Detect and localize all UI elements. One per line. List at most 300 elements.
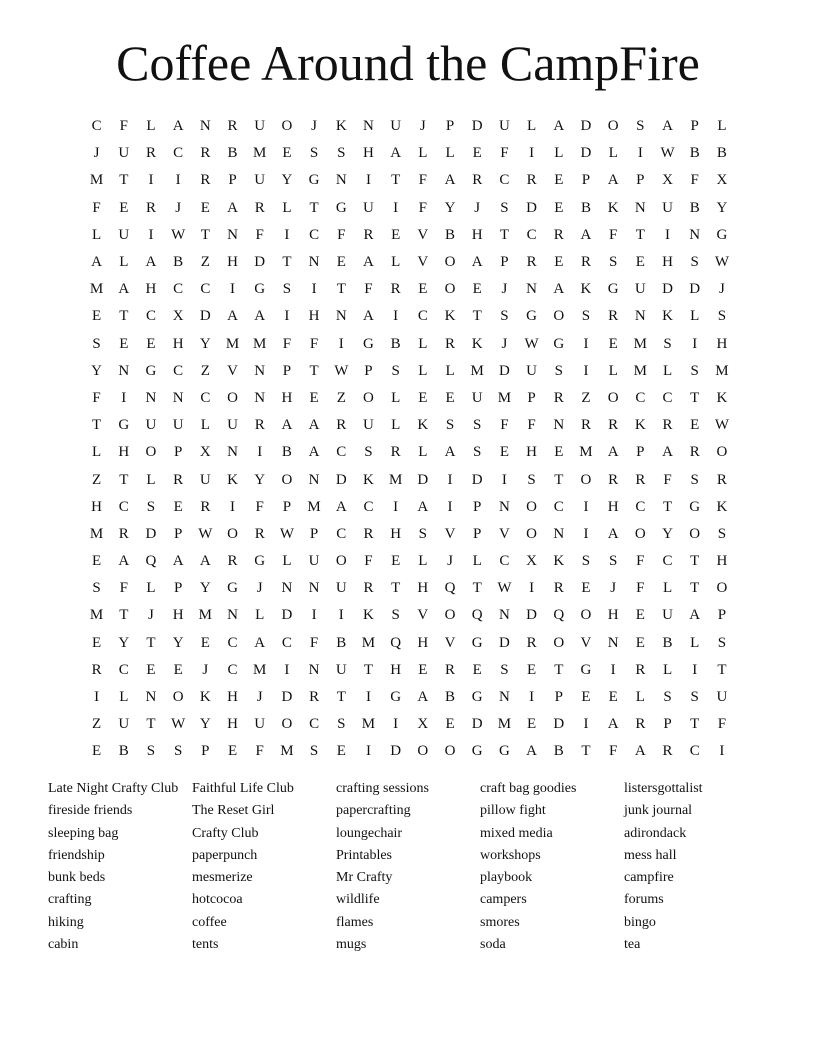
grid-letter: R [608,417,619,434]
grid-letter: O [580,607,592,624]
grid-letter: F [92,389,101,406]
grid-letter: E [92,553,102,570]
grid-letter: C [281,634,292,651]
word-list-item: bingo [624,914,656,930]
grid-letter: E [282,145,292,162]
grid-letter: T [690,553,700,570]
grid-letter: C [118,498,129,515]
grid-letter: A [172,553,184,570]
grid-letter: E [336,743,346,760]
grid-letter: B [336,634,347,651]
grid-letter: D [662,281,673,298]
grid-letter: I [583,716,589,733]
grid-letter: O [145,444,157,461]
grid-letter: V [580,634,592,651]
grid-letter: R [689,444,700,461]
grid-letter: N [145,689,157,706]
grid-letter: L [418,335,428,352]
grid-letter: S [527,471,536,488]
grid-letter: P [282,362,292,379]
grid-letter: A [172,118,184,135]
grid-letter: S [445,417,455,434]
grid-letter: O [281,716,293,733]
grid-letter: O [335,553,347,570]
grid-letter: D [526,607,538,624]
grid-letter: K [363,471,374,488]
grid-letter: H [308,308,320,325]
grid-letter: A [607,444,619,461]
grid-letter: O [227,389,238,406]
grid-letter: N [634,199,646,216]
grid-letter: S [500,199,509,216]
grid-letter: L [418,362,428,379]
grid-letter: I [230,498,236,515]
grid-letter: A [689,607,701,624]
grid-letter: E [418,661,428,678]
grid-letter: L [119,254,129,271]
grid-letter: E [309,389,319,406]
grid-letter: Z [200,254,210,271]
grid-letter: A [580,226,592,243]
grid-letter: U [471,389,483,406]
grid-letter: W [279,525,294,542]
grid-letter: F [500,417,509,434]
grid-letter: M [497,389,512,406]
grid-letter: U [118,145,130,162]
grid-letter: Q [390,634,402,651]
grid-letter: R [227,118,238,135]
word-list [48,778,768,956]
grid-letter: J [501,281,508,298]
grid-letter: T [336,281,346,298]
word-list-item: tea [624,937,641,953]
grid-letter: F [717,716,727,733]
grid-letter: C [309,716,320,733]
grid-letter: B [553,743,564,760]
grid-letter: A [199,553,211,570]
grid-letter: L [92,444,102,461]
grid-letter: E [391,553,401,570]
grid-letter: Z [200,362,210,379]
grid-letter: I [94,689,100,706]
grid-letter: E [472,661,482,678]
grid-letter: N [363,118,374,135]
grid-letter: A [471,254,483,271]
word-list-item: campfire [624,870,674,886]
grid-letter: K [417,417,429,434]
grid-letter: T [472,580,482,597]
grid-letter: L [662,580,673,597]
grid-letter: C [662,553,673,570]
grid-letter: G [716,226,728,243]
grid-letter: I [529,689,535,706]
grid-letter: J [311,118,318,135]
grid-letter: S [690,362,699,379]
grid-letter: E [92,634,102,651]
word-list-item: smores [480,914,520,930]
grid-letter: I [284,226,290,243]
grid-letter: H [716,553,728,570]
grid-letter: P [690,118,699,135]
grid-letter: A [662,444,673,461]
grid-letter: H [607,607,619,624]
grid-letter: G [254,281,266,298]
word-list-item: Printables [336,847,392,863]
grid-letter: O [607,389,619,406]
letter-grid [83,113,736,766]
grid-letter: I [175,172,181,189]
grid-letter: R [145,145,156,162]
word-list-item: papercrafting [336,803,411,819]
grid-letter: E [554,444,564,461]
grid-letter: M [361,634,376,651]
word-list-item: crafting sessions [336,781,429,796]
grid-letter: J [93,145,100,162]
grid-letter: U [308,553,320,570]
grid-letter: M [307,498,321,515]
grid-letter: P [473,498,482,515]
grid-letter: R [254,199,265,216]
grid-letter: B [390,335,401,352]
grid-letter: R [200,498,211,515]
grid-letter: I [529,580,535,597]
grid-letter: S [173,743,183,760]
grid-letter: N [227,226,238,243]
word-list-item: Late Night Crafty Club [48,781,179,796]
grid-letter: I [393,199,399,216]
grid-letter: S [690,689,699,706]
word-list-item: listersgottalist [624,781,703,796]
grid-letter: E [472,145,482,162]
grid-letter: T [119,308,129,325]
grid-letter: R [118,525,129,542]
grid-letter: S [636,118,645,135]
grid-letter: Y [662,525,673,542]
grid-letter: U [145,417,157,434]
grid-letter: R [662,417,673,434]
grid-letter: T [554,661,564,678]
grid-letter: A [363,308,374,325]
grid-letter: B [281,444,292,461]
grid-letter: U [254,716,266,733]
grid-letter: R [662,743,673,760]
grid-letter: D [471,716,483,733]
grid-letter: R [200,172,211,189]
grid-letter: O [281,118,293,135]
grid-letter: U [363,199,374,216]
grid-letter: O [526,525,538,542]
grid-letter: A [91,254,103,271]
grid-letter: F [282,335,292,352]
grid-letter: D [145,525,157,542]
word-list-item: fireside friends [48,803,133,819]
grid-letter: N [607,634,619,651]
word-list-item: cabin [48,937,79,953]
grid-letter: F [309,634,319,651]
grid-letter: T [309,362,319,379]
grid-letter: A [634,743,646,760]
grid-letter: I [637,145,643,162]
grid-letter: E [336,254,346,271]
grid-letter: I [230,281,236,298]
grid-letter: M [89,607,104,624]
word-list-item: friendship [48,847,105,863]
grid-letter: G [471,743,483,760]
grid-letter: W [334,362,349,379]
grid-letter: M [361,716,376,733]
grid-letter: I [365,172,371,189]
grid-letter: K [227,471,238,488]
grid-letter: T [146,634,156,651]
word-list-item: Mr Crafty [336,870,393,886]
word-list-item: mugs [336,937,367,953]
grid-letter: J [256,689,263,706]
grid-letter: O [363,389,374,406]
grid-letter: L [146,471,156,488]
grid-letter: L [608,362,618,379]
word-list-item: hiking [48,914,84,930]
grid-letter: I [393,308,399,325]
grid-letter: O [444,743,456,760]
grid-letter: G [254,553,266,570]
grid-letter: R [363,525,374,542]
grid-letter: E [146,661,156,678]
grid-letter: G [471,634,483,651]
word-list-item: craft bag goodies [480,781,577,796]
grid-letter: S [608,553,618,570]
grid-letter: P [663,716,672,733]
grid-letter: I [529,145,535,162]
grid-letter: L [282,199,292,216]
grid-letter: S [473,444,482,461]
grid-letter: W [198,525,213,542]
grid-letter: S [337,145,346,162]
grid-letter: S [690,471,699,488]
grid-letter: I [284,661,290,678]
grid-letter: O [172,689,184,706]
grid-letter: R [445,335,456,352]
grid-letter: L [662,661,673,678]
word-list-item: pillow fight [480,803,546,819]
grid-letter: U [390,118,402,135]
grid-letter: R [635,471,646,488]
grid-letter: C [689,743,700,760]
grid-letter: I [583,362,589,379]
grid-letter: T [717,661,727,678]
grid-letter: A [308,417,320,434]
grid-letter: B [227,145,238,162]
grid-letter: U [254,172,266,189]
grid-letter: S [309,145,319,162]
grid-letter: E [499,444,509,461]
grid-letter: S [717,634,727,651]
grid-letter: A [662,118,673,135]
grid-letter: I [719,743,725,760]
grid-letter: F [636,553,645,570]
grid-letter: S [337,716,346,733]
grid-letter: O [716,444,728,461]
grid-letter: O [553,634,565,651]
grid-letter: S [554,362,563,379]
grid-letter: L [662,362,673,379]
grid-letter: G [145,362,157,379]
grid-letter: F [608,226,618,243]
grid-letter: S [391,607,400,624]
grid-letter: N [498,607,510,624]
grid-letter: C [336,444,347,461]
grid-letter: C [499,172,510,189]
word-list-item: forums [624,892,664,908]
grid-letter: D [580,145,592,162]
grid-letter: A [227,199,238,216]
grid-letter: N [335,172,347,189]
grid-letter: I [121,389,127,406]
grid-letter: P [527,389,536,406]
grid-letter: P [636,444,645,461]
grid-letter: R [309,689,320,706]
grid-letter: R [553,226,564,243]
grid-letter: E [608,689,618,706]
grid-letter: E [472,281,482,298]
grid-letter: N [689,226,701,243]
grid-letter: N [498,498,510,515]
grid-letter: Y [281,172,293,189]
word-list-item: hotcocoa [192,892,243,908]
grid-letter: G [471,689,483,706]
grid-letter: O [444,281,456,298]
grid-letter: Y [199,580,211,597]
grid-letter: S [364,444,373,461]
grid-letter: M [497,716,512,733]
grid-letter: S [391,362,400,379]
grid-letter: E [554,254,564,271]
grid-letter: W [714,254,729,271]
grid-letter: D [553,716,565,733]
grid-letter: H [227,689,238,706]
grid-letter: J [718,281,725,298]
grid-letter: A [254,634,266,651]
grid-letter: H [172,335,184,352]
grid-letter: I [692,661,698,678]
grid-letter: J [610,580,617,597]
grid-letter: M [470,362,484,379]
grid-letter: J [474,199,481,216]
grid-letter: H [118,444,130,461]
grid-letter: M [715,362,729,379]
grid-letter: T [391,580,401,597]
grid-letter: C [173,145,184,162]
grid-letter: P [473,525,482,542]
grid-letter: O [444,607,456,624]
grid-letter: P [636,172,645,189]
word-list-item: playbook [480,870,533,886]
grid-letter: M [388,471,403,488]
grid-letter: M [253,335,267,352]
grid-letter: S [418,525,428,542]
grid-letter: T [200,226,210,243]
grid-letter: E [635,607,645,624]
grid-letter: H [716,335,728,352]
grid-letter: R [445,661,456,678]
grid-letter: U [716,689,728,706]
grid-letter: L [146,118,156,135]
grid-letter: A [145,254,157,271]
grid-letter: N [498,689,510,706]
grid-letter: V [227,362,238,379]
grid-letter: Y [254,471,266,488]
grid-letter: C [662,389,673,406]
grid-letter: V [444,525,456,542]
grid-letter: V [417,226,429,243]
grid-letter: T [309,199,319,216]
grid-letter: S [690,254,699,271]
grid-letter: I [393,498,399,515]
grid-letter: O [227,525,238,542]
grid-letter: I [148,172,154,189]
grid-letter: N [634,308,646,325]
grid-letter: L [391,417,401,434]
grid-letter: D [254,254,266,271]
grid-letter: R [553,389,564,406]
grid-letter: N [227,444,238,461]
grid-letter: E [527,661,537,678]
grid-letter: N [254,389,266,406]
grid-letter: E [445,716,455,733]
grid-letter: M [253,145,267,162]
grid-letter: C [553,498,564,515]
grid-letter: O [716,580,728,597]
grid-letter: S [663,335,672,352]
grid-letter: S [500,661,509,678]
grid-letter: S [92,335,101,352]
grid-letter: W [714,417,729,434]
grid-letter: L [527,118,537,135]
grid-letter: S [663,689,672,706]
grid-letter: E [635,254,645,271]
grid-letter: C [227,634,238,651]
grid-letter: R [580,417,591,434]
grid-letter: C [309,226,320,243]
word-list-item: flames [336,914,374,930]
grid-letter: B [118,743,129,760]
word-list-item: bunk beds [48,870,106,886]
word-list-item: campers [480,892,527,908]
grid-letter: E [92,308,102,325]
word-list-item: coffee [192,914,227,930]
grid-letter: U [526,362,538,379]
grid-letter: U [227,417,238,434]
word-list-item: mess hall [624,847,677,863]
grid-letter: T [690,580,700,597]
grid-letter: K [471,335,483,352]
page-title: Coffee Around the CampFire [116,35,700,91]
grid-letter: R [472,172,483,189]
grid-letter: C [200,281,211,298]
grid-letter: R [145,199,156,216]
grid-letter: I [447,471,453,488]
grid-letter: E [581,580,591,597]
word-list-item: soda [480,937,506,953]
grid-letter: D [390,743,402,760]
grid-letter: W [171,226,186,243]
grid-letter: F [663,471,672,488]
grid-letter: F [690,172,699,189]
grid-letter: R [526,254,537,271]
grid-letter: F [255,226,264,243]
grid-letter: B [445,226,456,243]
grid-letter: G [227,580,238,597]
grid-letter: T [146,716,156,733]
